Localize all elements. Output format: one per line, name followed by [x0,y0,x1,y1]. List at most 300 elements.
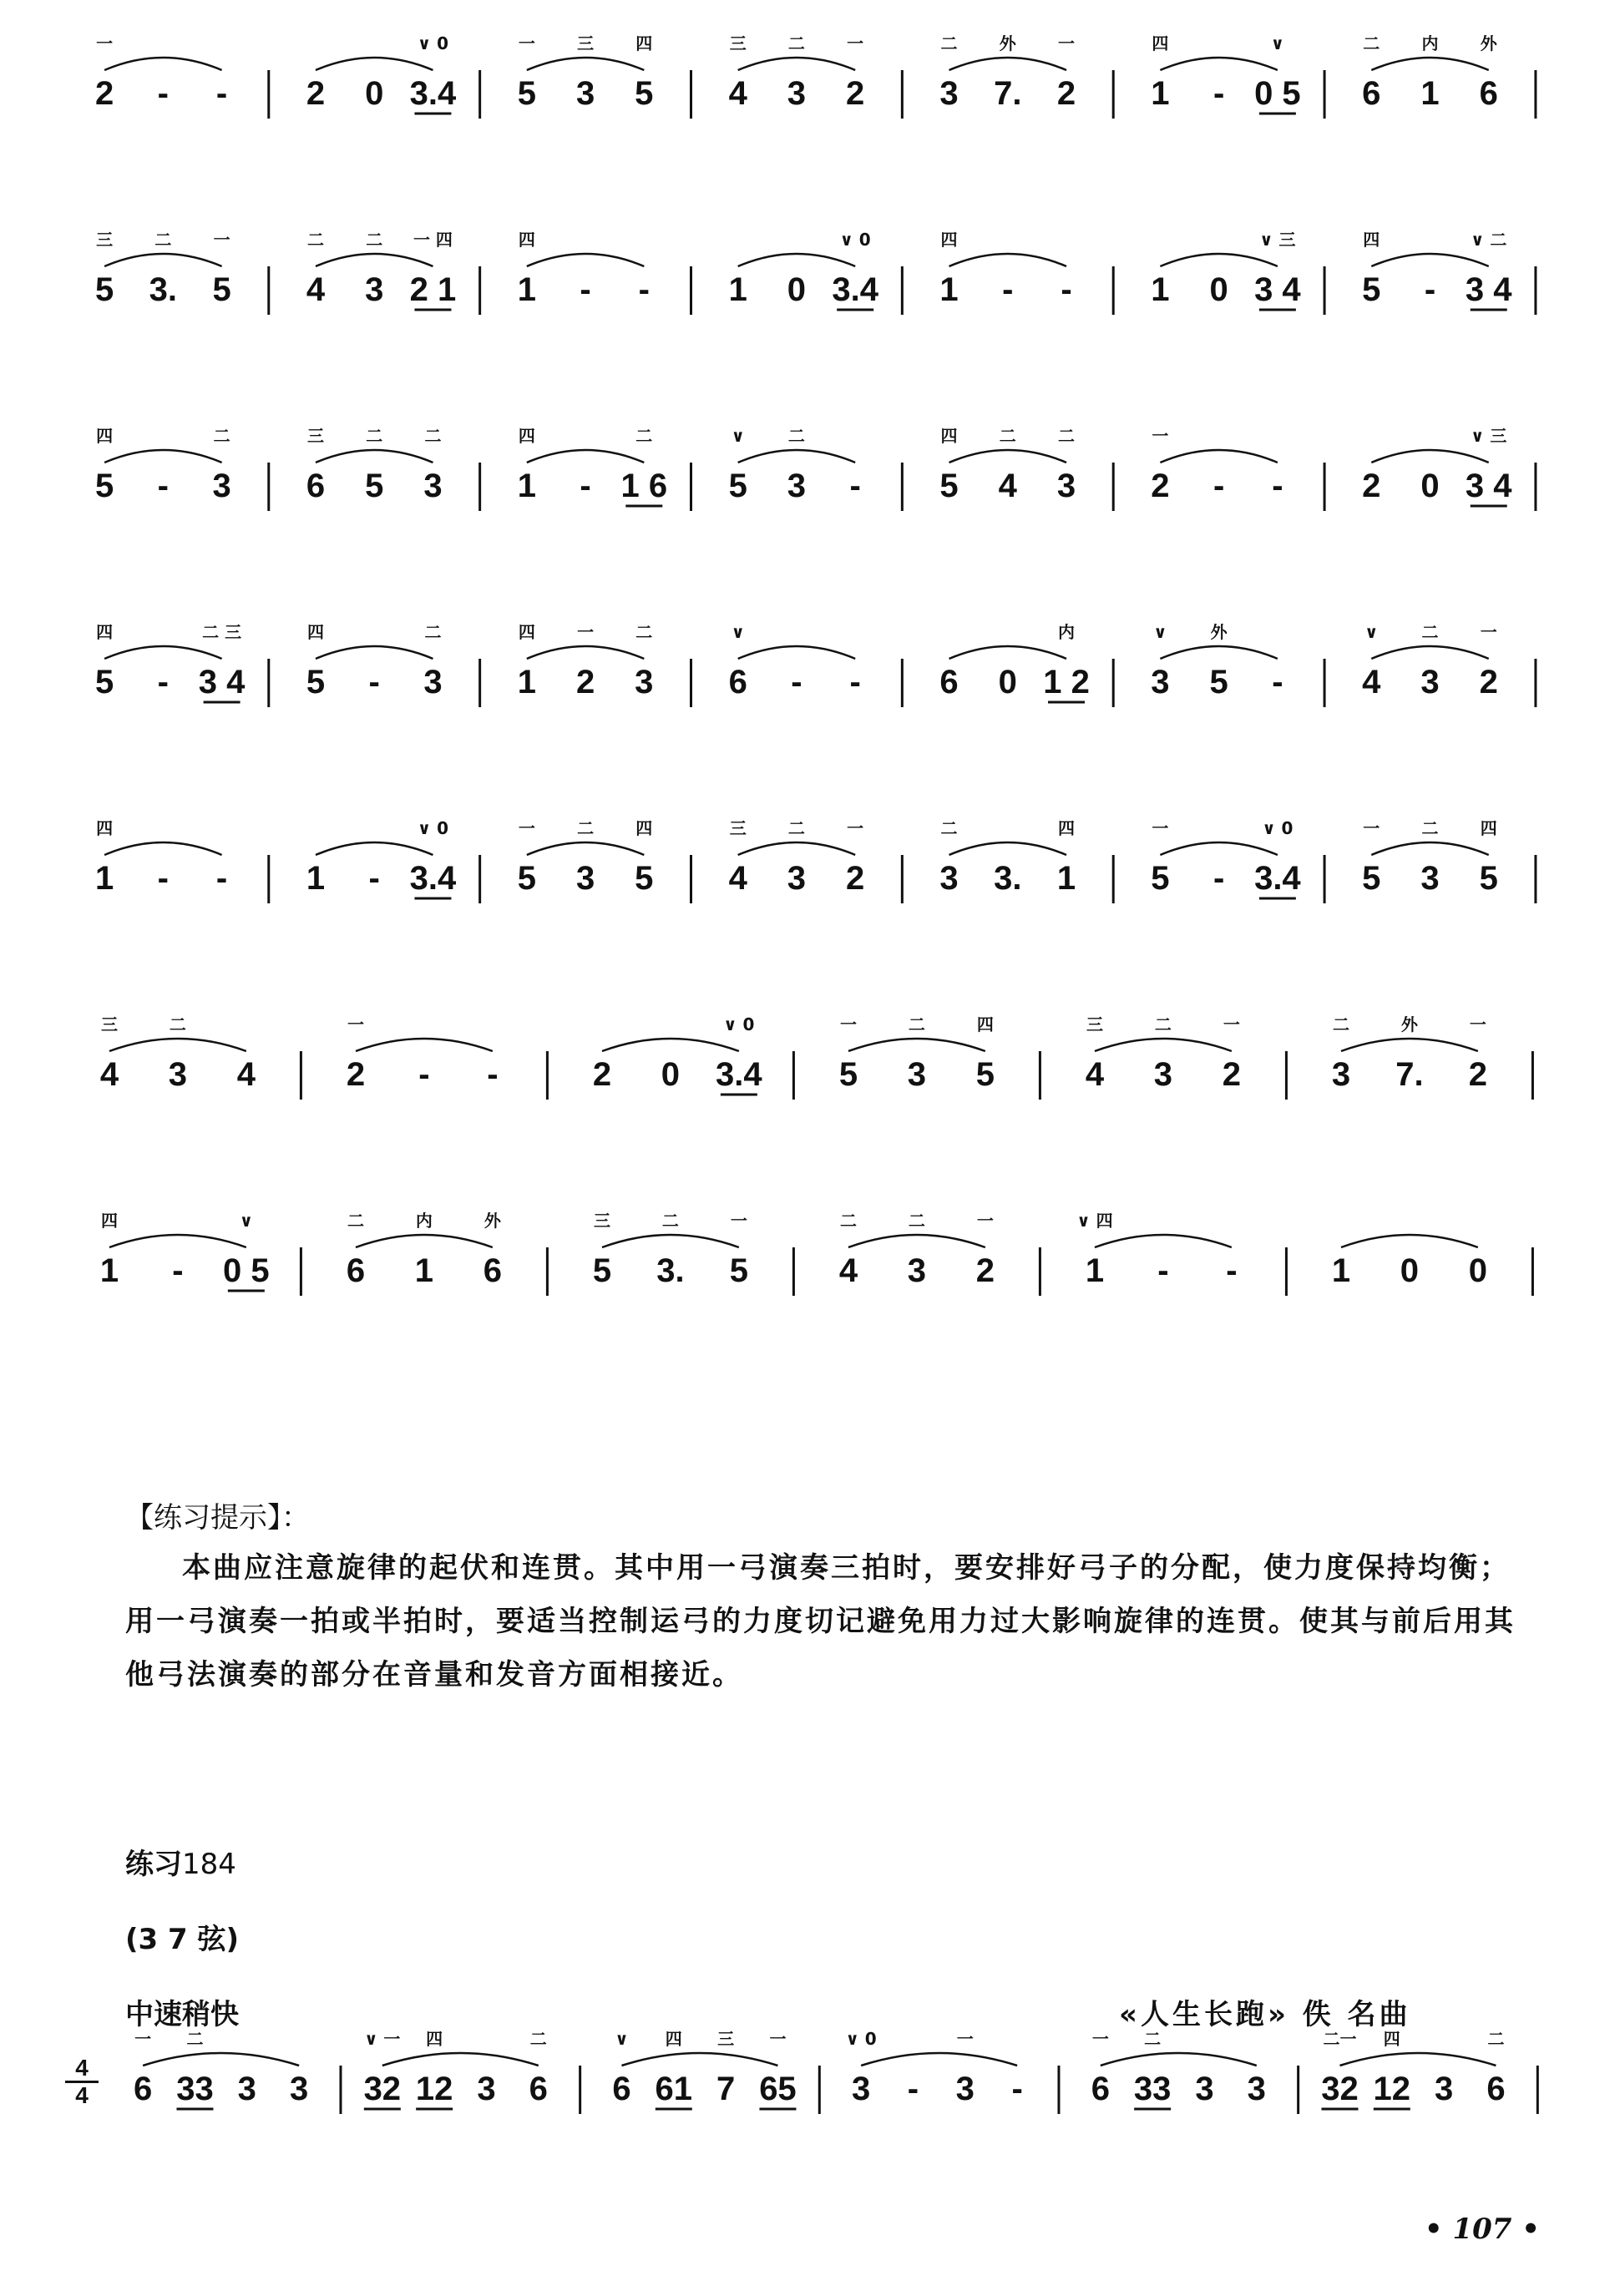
note: 1 [1420,75,1440,112]
note: 3 [1331,1056,1351,1093]
fingering-mark: ∨ [1153,622,1167,642]
slur-arc [1371,254,1488,266]
note: 6 [306,468,326,504]
note: 3 [1420,664,1440,700]
slur-arc [1371,450,1488,463]
fingering-mark: ∨ [1364,622,1379,642]
fingering-mark: 外 [1400,1014,1418,1034]
slur-arc [527,58,644,70]
fingering-mark: 二 [154,230,172,250]
slur-arc [1101,2053,1257,2066]
note: 2 [592,1056,612,1093]
slur-arc [602,1039,739,1051]
note: 3 [1195,2071,1214,2107]
fingering-mark: 二 [1332,1014,1349,1034]
fingering-mark: 三 [729,818,747,838]
fingering-mark: 四 [1383,2029,1400,2049]
page-number: • 107 • [1424,2213,1540,2246]
slur-arc [949,450,1066,463]
slur-arc [1339,2053,1496,2066]
slur-arc [527,450,644,463]
note: 6 [529,2071,548,2107]
slur-arc [949,842,1066,855]
note: - [1011,2071,1023,2107]
fingering-mark: 三 [593,1211,610,1231]
note: 6 [483,1252,502,1289]
note: 5 [592,1252,612,1289]
fingering-mark: 二 [839,1211,857,1231]
note: 7 [716,2071,736,2107]
note: 5 [939,468,959,504]
note: 4 [998,468,1017,504]
note: 5 [728,468,747,504]
fingering-mark: 四 [96,622,114,642]
note: - [638,271,650,308]
fingering-mark: 三 [306,426,324,446]
note: 0 [365,75,384,112]
score-line-4 [0,785,1615,943]
slur-arc [1371,58,1488,70]
note: 12 [415,2071,453,2107]
note: - [157,75,170,112]
slur-arc [738,58,855,70]
slur-arc [738,254,855,266]
score-line-3 [0,589,1615,747]
fingering-mark: 一 [518,818,535,838]
note: 32 [363,2071,402,2107]
note: 5 [635,860,654,897]
fingering-mark: 二 [366,230,383,250]
score-line-0 [0,0,1615,159]
time-signature-top: 4 [75,2055,89,2081]
note: 6 [1479,75,1498,112]
string-tuning: (3 7 弦) [125,1923,240,1956]
note: 2 [975,1252,995,1289]
fingering-mark: 二 [635,426,653,446]
note: 3 [1420,860,1440,897]
slur-arc [109,1235,246,1247]
note: 3. [149,271,178,308]
fingering-mark: 一 [577,622,595,642]
note: 3 [1056,468,1076,504]
fingering-mark: 二 [186,2029,204,2049]
fingering-mark: ∨ [239,1211,253,1231]
fingering-mark: 四 [1152,33,1169,53]
note: 4 [1085,1056,1105,1093]
slur-arc [738,450,855,463]
fingering-mark: 四 [518,230,535,250]
note: 2 [846,860,865,897]
note: 1 [1056,860,1076,897]
note: 3 [1151,664,1170,700]
fingering-mark: 一 [976,1211,994,1231]
slur-arc [738,842,855,855]
slur-arc [949,646,1066,659]
note: 6 [346,1252,366,1289]
fingering-mark: 二 [1154,1014,1172,1034]
fingering-mark: ∨ 四 [1076,1211,1113,1231]
note: 5 [1151,860,1170,897]
note: 2 [1056,75,1076,112]
note: 5 [517,75,536,112]
note: 0 5 [1254,75,1301,112]
fingering-mark: 一 [956,2029,974,2049]
note: 4 [236,1056,256,1093]
fingering-mark: 一 四 [413,230,453,250]
fingering-mark: 二 [424,426,442,446]
note: - [215,75,228,112]
note: 7. [994,75,1022,112]
slur-arc [316,646,433,659]
note: 3 [907,1252,927,1289]
note: 3 [212,468,231,504]
note: 6 [612,2071,631,2107]
note: 2 [1151,468,1170,504]
fingering-mark: 二 [366,426,383,446]
note: 3 [237,2071,256,2107]
fingering-mark: 一 [1058,33,1076,53]
note: 3. [994,860,1022,897]
fingering-mark: 三 [729,33,747,53]
slur-arc [1160,254,1277,266]
score-line-2 [0,392,1615,551]
note: 5 [517,860,536,897]
note: 1 [1151,271,1170,308]
score-line-1 [0,196,1615,355]
note: 0 [1420,468,1440,504]
fingering-mark: 二 [529,2029,547,2049]
fingering-mark: ∨ [731,622,745,642]
fingering-mark: 二 [908,1014,925,1034]
fingering-mark: 二 [635,622,653,642]
slur-arc [738,646,855,659]
note: 0 5 [223,1252,270,1289]
fingering-mark: 三 [100,1014,118,1034]
note: - [580,271,591,308]
fingering-mark: 四 [96,426,114,446]
note: - [157,664,170,700]
note: 5 [365,468,384,504]
note: 6 [1091,2071,1110,2107]
fingering-mark: ∨ 0 [723,1014,755,1034]
note: - [907,2071,919,2107]
fingering-mark: 一 [839,1014,857,1034]
fingering-mark: 四 [426,2029,443,2049]
fingering-mark: 二 [577,818,595,838]
note: 4 [838,1252,858,1289]
note: 2 [846,75,865,112]
note: 3 4 [198,664,246,700]
note: 4 [306,271,326,308]
slur-arc [848,1039,985,1051]
fingering-mark: 二 [1421,622,1439,642]
note: 5 [729,1252,748,1289]
note: 3 4 [1254,271,1301,308]
note: 1 [517,468,536,504]
fingering-mark: 二 [940,33,958,53]
fingering-mark: ∨ 一 [364,2029,401,2049]
slur-arc [621,2053,777,2066]
note: 4 [1362,664,1381,700]
slur-arc [104,842,221,855]
fingering-mark: ∨ 0 [417,33,448,53]
note: 5 [1209,664,1228,700]
fingering-mark: 内 [1058,622,1076,642]
fingering-mark: 三 [717,2029,735,2049]
fingering-mark: ∨ [731,426,745,446]
fingering-mark: 二 [1363,33,1380,53]
fingering-mark: 一 [1152,818,1169,838]
slur-arc [104,254,221,266]
note: 3 [423,664,443,700]
note: 3 [168,1056,188,1093]
fingering-mark: ∨ 0 [1262,818,1294,838]
note: 0 [1468,1252,1487,1289]
slur-arc [527,646,644,659]
note: 5 [1479,860,1498,897]
fingering-mark: 一 [847,818,864,838]
note: - [157,860,170,897]
fingering-mark: 一 [134,2029,152,2049]
note: 3 [907,1056,927,1093]
fingering-mark: 外 [483,1211,501,1231]
note: 3 [1435,2071,1454,2107]
note: 3 [787,860,807,897]
note: - [791,664,802,700]
note: 6 [1362,75,1381,112]
fingering-mark: 四 [518,426,535,446]
note: 5 [94,271,114,308]
note: 1 6 [620,468,668,504]
fingering-mark: 四 [1363,230,1380,250]
note: 61 [655,2071,693,2107]
fingering-mark: 二 三 [202,622,242,642]
note: - [1424,271,1436,308]
fingering-mark: 四 [1058,818,1076,838]
fingering-mark: 内 [415,1211,433,1231]
note: - [849,664,861,700]
note: - [1213,75,1225,112]
fingering-mark: 二 [787,33,805,53]
slur-arc [602,1235,739,1247]
slur-arc [1160,842,1277,855]
fingering-mark: 三 [1086,1014,1103,1034]
fingering-mark: 一 [1091,2029,1109,2049]
note: 3 [635,664,654,700]
slur-arc [1341,1235,1478,1247]
note: 3.4 [1254,860,1301,897]
note: 1 [414,1252,434,1289]
fingering-mark: ∨ 0 [845,2029,877,2049]
fingering-mark: 二 [908,1211,925,1231]
fingering-mark: 一 [1363,818,1380,838]
note: 12 [1373,2071,1411,2107]
slur-arc [356,1235,493,1247]
note: 7. [1395,1056,1424,1093]
slur-arc [1160,58,1277,70]
note: 6 [939,664,959,700]
slur-arc [1371,842,1488,855]
slur-arc [1371,646,1488,659]
fingering-mark: 一 [1469,1014,1486,1034]
note: 3 [1153,1056,1173,1093]
note: 3 [575,75,595,112]
slur-arc [861,2053,1017,2066]
fingering-mark: 二 [999,426,1016,446]
note: 0 [787,271,807,308]
note: 1 [1151,75,1170,112]
slur-arc [1341,1039,1478,1051]
fingering-mark: 一 [96,33,114,53]
note: 3 [1247,2071,1266,2107]
note: 1 [517,271,536,308]
fingering-mark: 二 [1421,818,1439,838]
fingering-mark: 二 [940,818,958,838]
exercise-heading [125,1841,236,1882]
note: 1 [306,860,326,897]
slur-arc [527,254,644,266]
note: 3. [656,1252,685,1289]
note: 0 [998,664,1017,700]
fingering-mark: 四 [100,1211,118,1231]
fingering-mark: 一 [769,2029,787,2049]
fingering-mark: 外 [1480,33,1497,53]
fingering-mark: 四 [665,2029,682,2049]
note: - [849,468,861,504]
note: 2 [1222,1056,1241,1093]
note: - [172,1252,184,1289]
fingering-mark: 四 [635,818,653,838]
note: 5 [1362,860,1381,897]
note: - [418,1056,430,1093]
fingering-mark: ∨ 三 [1259,230,1296,250]
note: 32 [1321,2071,1359,2107]
fingering-mark: 四 [1480,818,1497,838]
note: 5 [94,468,114,504]
fingering-mark: 四 [940,426,958,446]
note: 1 [939,271,959,308]
note: 5 [94,664,114,700]
fingering-mark: 一 [347,1014,364,1034]
note: 3 [423,468,443,504]
fingering-mark: 四 [306,622,324,642]
note: 1 [94,860,114,897]
note: - [368,664,380,700]
note: 5 [212,271,231,308]
note: - [157,468,170,504]
note: - [487,1056,499,1093]
note: 3 [939,75,959,112]
note: 6 [728,664,747,700]
slur-arc [316,254,433,266]
note: 2 1 [409,271,457,308]
hint-title: 【练习提示】： [125,1501,310,1535]
note: 3 4 [1465,271,1512,308]
note: 5 [635,75,654,112]
fingering-mark: 二 [661,1211,679,1231]
fingering-mark: 二 [1058,426,1076,446]
note: 33 [176,2071,214,2107]
note: 6 [134,2071,153,2107]
hint-body: 本曲应注意旋律的起伏和连贯。其中用一弓演奏三拍时，要安排好弓子的分配，使力度保持均衡；用一弓演奏一拍或半拍时，要适当控制运弓的力度切记避免用力过大影响旋律的连贯。使其与前后用其他弓法演奏的部分在音量和发音方面相接近。 [125,1551,1516,1692]
fingering-mark: 外 [1210,622,1228,642]
note: - [1213,468,1225,504]
slur-arc [104,646,221,659]
note: 2 [94,75,114,112]
note: 2 [306,75,326,112]
slur-arc [109,1039,246,1051]
fingering-mark: 三 [577,33,595,53]
fingering-mark: ∨ 0 [417,818,448,838]
fingering-mark: 三 [96,230,114,250]
fingering-mark: 二 [424,622,442,642]
fingering-mark: 二 [169,1014,186,1034]
note: - [1226,1252,1238,1289]
fingering-mark: 一 [1223,1014,1240,1034]
slur-arc [382,2053,539,2066]
fingering-mark: 四 [976,1014,994,1034]
note: 6 [1486,2071,1506,2107]
time-signature-bottom: 4 [75,2082,89,2108]
note: - [1002,271,1014,308]
note: - [215,860,228,897]
fingering-mark: 一 [518,33,535,53]
fingering-mark: 二 [787,426,805,446]
fingering-mark: ∨ 0 [839,230,871,250]
note: 3 [365,271,384,308]
note: 5 [838,1056,858,1093]
note: 4 [728,860,747,897]
note: 65 [759,2071,797,2107]
fingering-mark: ∨ 二 [1471,230,1507,250]
note: 2 [575,664,595,700]
fingering-mark: ∨ [1270,33,1284,53]
note: - [1272,468,1283,504]
fingering-mark: 二 [213,426,230,446]
note: 1 2 [1043,664,1090,700]
note: 3.4 [409,75,457,112]
slur-arc [104,58,221,70]
note: - [1061,271,1072,308]
note: 3.4 [716,1056,762,1093]
tempo-marking: 中速稍快 [125,1998,239,2031]
slur-arc [1160,450,1277,463]
note: - [1213,860,1225,897]
note: 1 [728,271,747,308]
fingering-mark: 四 [635,33,653,53]
note: 5 [1362,271,1381,308]
fingering-mark: 二一 [1323,2029,1357,2049]
note: 3.4 [409,860,457,897]
note: - [368,860,380,897]
note: 4 [99,1056,119,1093]
fingering-mark: 四 [96,818,114,838]
score-line-6 [0,1177,1615,1336]
fingering-mark: ∨ 三 [1471,426,1507,446]
note: 3 [787,75,807,112]
fingering-mark: 内 [1421,33,1439,53]
exercise-label: 练习 [125,1848,182,1881]
note: 3 [575,860,595,897]
note: 0 [661,1056,681,1093]
note: 5 [975,1056,995,1093]
slur-arc [1095,1235,1232,1247]
note: 3 [852,2071,871,2107]
note: 1 [517,664,536,700]
fingering-mark: 一 [730,1211,747,1231]
score-line-5 [0,981,1615,1140]
fingering-mark: 二 [1487,2029,1505,2049]
